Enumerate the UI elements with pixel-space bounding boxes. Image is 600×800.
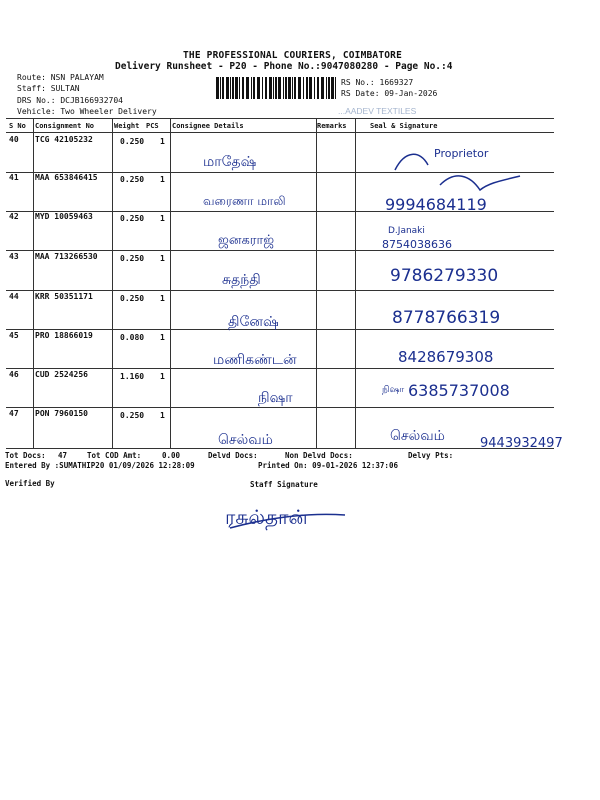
verified-by: Verified By <box>5 479 55 488</box>
barcode-bar <box>265 77 267 99</box>
consignee-signature: செல்வம் <box>218 432 273 448</box>
col-header-seal: Seal & Signature <box>370 122 438 130</box>
total-cod-value: 0.00 <box>162 451 181 460</box>
row-consignment: CUD 2524256 <box>35 370 88 379</box>
receiver-phone: 9786279330 <box>390 266 499 286</box>
barcode-bar <box>239 77 240 99</box>
barcode-bar <box>326 77 327 99</box>
row-weight: 0.250 <box>120 175 145 184</box>
row-pcs: 1 <box>160 254 165 263</box>
row-pcs: 1 <box>160 214 165 223</box>
staff-signature-label: Staff Signature <box>250 480 318 489</box>
barcode-bar <box>288 77 291 99</box>
seal-proprietor: Proprietor <box>434 147 489 160</box>
total-docs-value: 47 <box>58 451 68 460</box>
staff-label: Staff: SULTAN <box>17 84 80 93</box>
row-weight: 0.250 <box>120 294 145 303</box>
row-sno: 46 <box>9 370 19 379</box>
consignee-signature: தினேஷ் <box>228 314 279 330</box>
row-pcs: 1 <box>160 333 165 342</box>
barcode-bar <box>294 77 296 99</box>
entered-by: Entered By :SUMATHIP20 01/09/2026 12:28:09 <box>5 461 195 470</box>
row-pcs: 1 <box>160 175 165 184</box>
barcode-bar <box>235 77 238 99</box>
barcode-bar <box>226 77 229 99</box>
total-cod-label: Tot COD Amt: <box>87 451 142 460</box>
barcode-bar <box>273 77 274 99</box>
consignee-signature: ஜனகராஜ் <box>218 233 275 248</box>
row-sno: 44 <box>9 292 19 301</box>
total-docs-label: Tot Docs: <box>5 451 46 460</box>
row-sno: 40 <box>9 135 19 144</box>
barcode-bar <box>331 77 334 99</box>
non-delivered-docs: Non Delvd Docs: <box>285 451 353 460</box>
barcode-bar <box>314 77 315 99</box>
row-weight: 1.160 <box>120 372 145 381</box>
row-sno: 45 <box>9 331 19 340</box>
signature-stroke <box>230 514 345 528</box>
row-consignment: MYD 10059463 <box>35 212 93 221</box>
barcode-bar <box>321 77 324 99</box>
barcode-bar <box>246 77 249 99</box>
consignee-signature: மாதேஷ் <box>203 154 257 170</box>
receiver-phone: 8428679308 <box>398 348 494 366</box>
barcode-bar <box>222 77 224 99</box>
consignee-signature: மணிகண்டன் <box>213 352 297 368</box>
vehicle-label: Vehicle: Two Wheeler Delivery <box>17 107 157 116</box>
barcode-bar <box>242 77 244 99</box>
row-consignment: KRR 50351171 <box>35 292 93 301</box>
row-consignment: MAA 713266530 <box>35 252 98 261</box>
barcode-bar <box>262 77 263 99</box>
consignee-signature: நிஷா <box>258 390 293 406</box>
barcode-bar <box>298 77 301 99</box>
drs-number: DRS No.: DCJB166932704 <box>17 96 123 105</box>
route-label: Route: NSN PALAYAM <box>17 73 104 82</box>
barcode-bar <box>251 77 252 99</box>
delivered-docs: Delvd Docs: <box>208 451 258 460</box>
receiver-phone: 9443932497 <box>480 436 563 451</box>
col-header-consignment: Consignment No <box>35 122 95 130</box>
barcode-bar <box>220 77 221 99</box>
row-consignment: MAA 653846415 <box>35 173 98 182</box>
barcode-bar <box>309 77 312 99</box>
delivery-points: Delvy Pts: <box>408 451 454 460</box>
receiver-phone: 8778766319 <box>392 308 501 328</box>
receiver-phone: 8754038636 <box>382 238 452 251</box>
barcode-bar <box>283 77 284 99</box>
barcode-bar <box>232 77 234 99</box>
barcode-bar <box>257 77 260 99</box>
barcode-bar <box>306 77 308 99</box>
row-weight: 0.080 <box>120 333 145 342</box>
row-sno: 42 <box>9 212 19 221</box>
consignee-signature: சுதந்தி <box>222 272 261 288</box>
company-title: THE PROFESSIONAL COURIERS, COIMBATORE <box>183 50 403 61</box>
barcode-bar <box>303 77 304 99</box>
barcode-bar <box>328 77 330 99</box>
consignee-signature: வரைணா மாலி <box>203 194 286 208</box>
printed-on: Printed On: 09-01-2026 12:37:06 <box>258 461 398 470</box>
barcode-bar <box>275 77 277 99</box>
row-pcs: 1 <box>160 372 165 381</box>
col-header-consignee: Consignee Details <box>172 122 244 130</box>
row-weight: 0.250 <box>120 214 145 223</box>
rs-date: RS Date: 09-Jan-2026 <box>341 89 438 98</box>
col-header-weight: Weight <box>114 122 140 130</box>
receiver-phone: 9994684119 <box>385 195 487 214</box>
receiver-phone: 6385737008 <box>408 381 510 400</box>
barcode-bar <box>253 77 255 99</box>
row-pcs: 1 <box>160 411 165 420</box>
row-consignment: PON 7960150 <box>35 409 88 418</box>
row-sno: 43 <box>9 252 19 261</box>
row-weight: 0.250 <box>120 254 145 263</box>
staff-signature-ink: ரசுல்தான் <box>225 505 308 529</box>
barcode-bar <box>230 77 231 99</box>
col-header-remarks: Remarks <box>317 122 347 130</box>
col-header-sno: S No <box>9 122 26 130</box>
barcode-bar <box>317 77 319 99</box>
barcode-bar <box>285 77 287 99</box>
rs-number: RS No.: 1669327 <box>341 78 414 87</box>
row-weight: 0.250 <box>120 411 145 420</box>
runsheet-title: Delivery Runsheet - P20 - Phone No.:9047080280 - Page No.:4 <box>115 61 453 72</box>
row-sno: 41 <box>9 173 19 182</box>
row-pcs: 1 <box>160 294 165 303</box>
receiver-name: D.Janaki <box>388 226 425 236</box>
col-header-pcs: PCS <box>146 122 159 130</box>
receiver-signature: நிஷா <box>382 385 405 395</box>
row-weight: 0.250 <box>120 137 145 146</box>
receiver-signature: செல்வம் <box>390 428 445 444</box>
row-pcs: 1 <box>160 137 165 146</box>
barcode-icon <box>216 77 336 99</box>
barcode-bar <box>335 77 336 99</box>
row-consignment: TCG 42105232 <box>35 135 93 144</box>
barcode-bar <box>216 77 219 99</box>
row-consignment: PRO 18866019 <box>35 331 93 340</box>
barcode-bar <box>292 77 293 99</box>
seal-stamp: ...AADEV TEXTILES <box>338 106 417 116</box>
row-sno: 47 <box>9 409 19 418</box>
barcode-bar <box>278 77 281 99</box>
barcode-bar <box>269 77 272 99</box>
